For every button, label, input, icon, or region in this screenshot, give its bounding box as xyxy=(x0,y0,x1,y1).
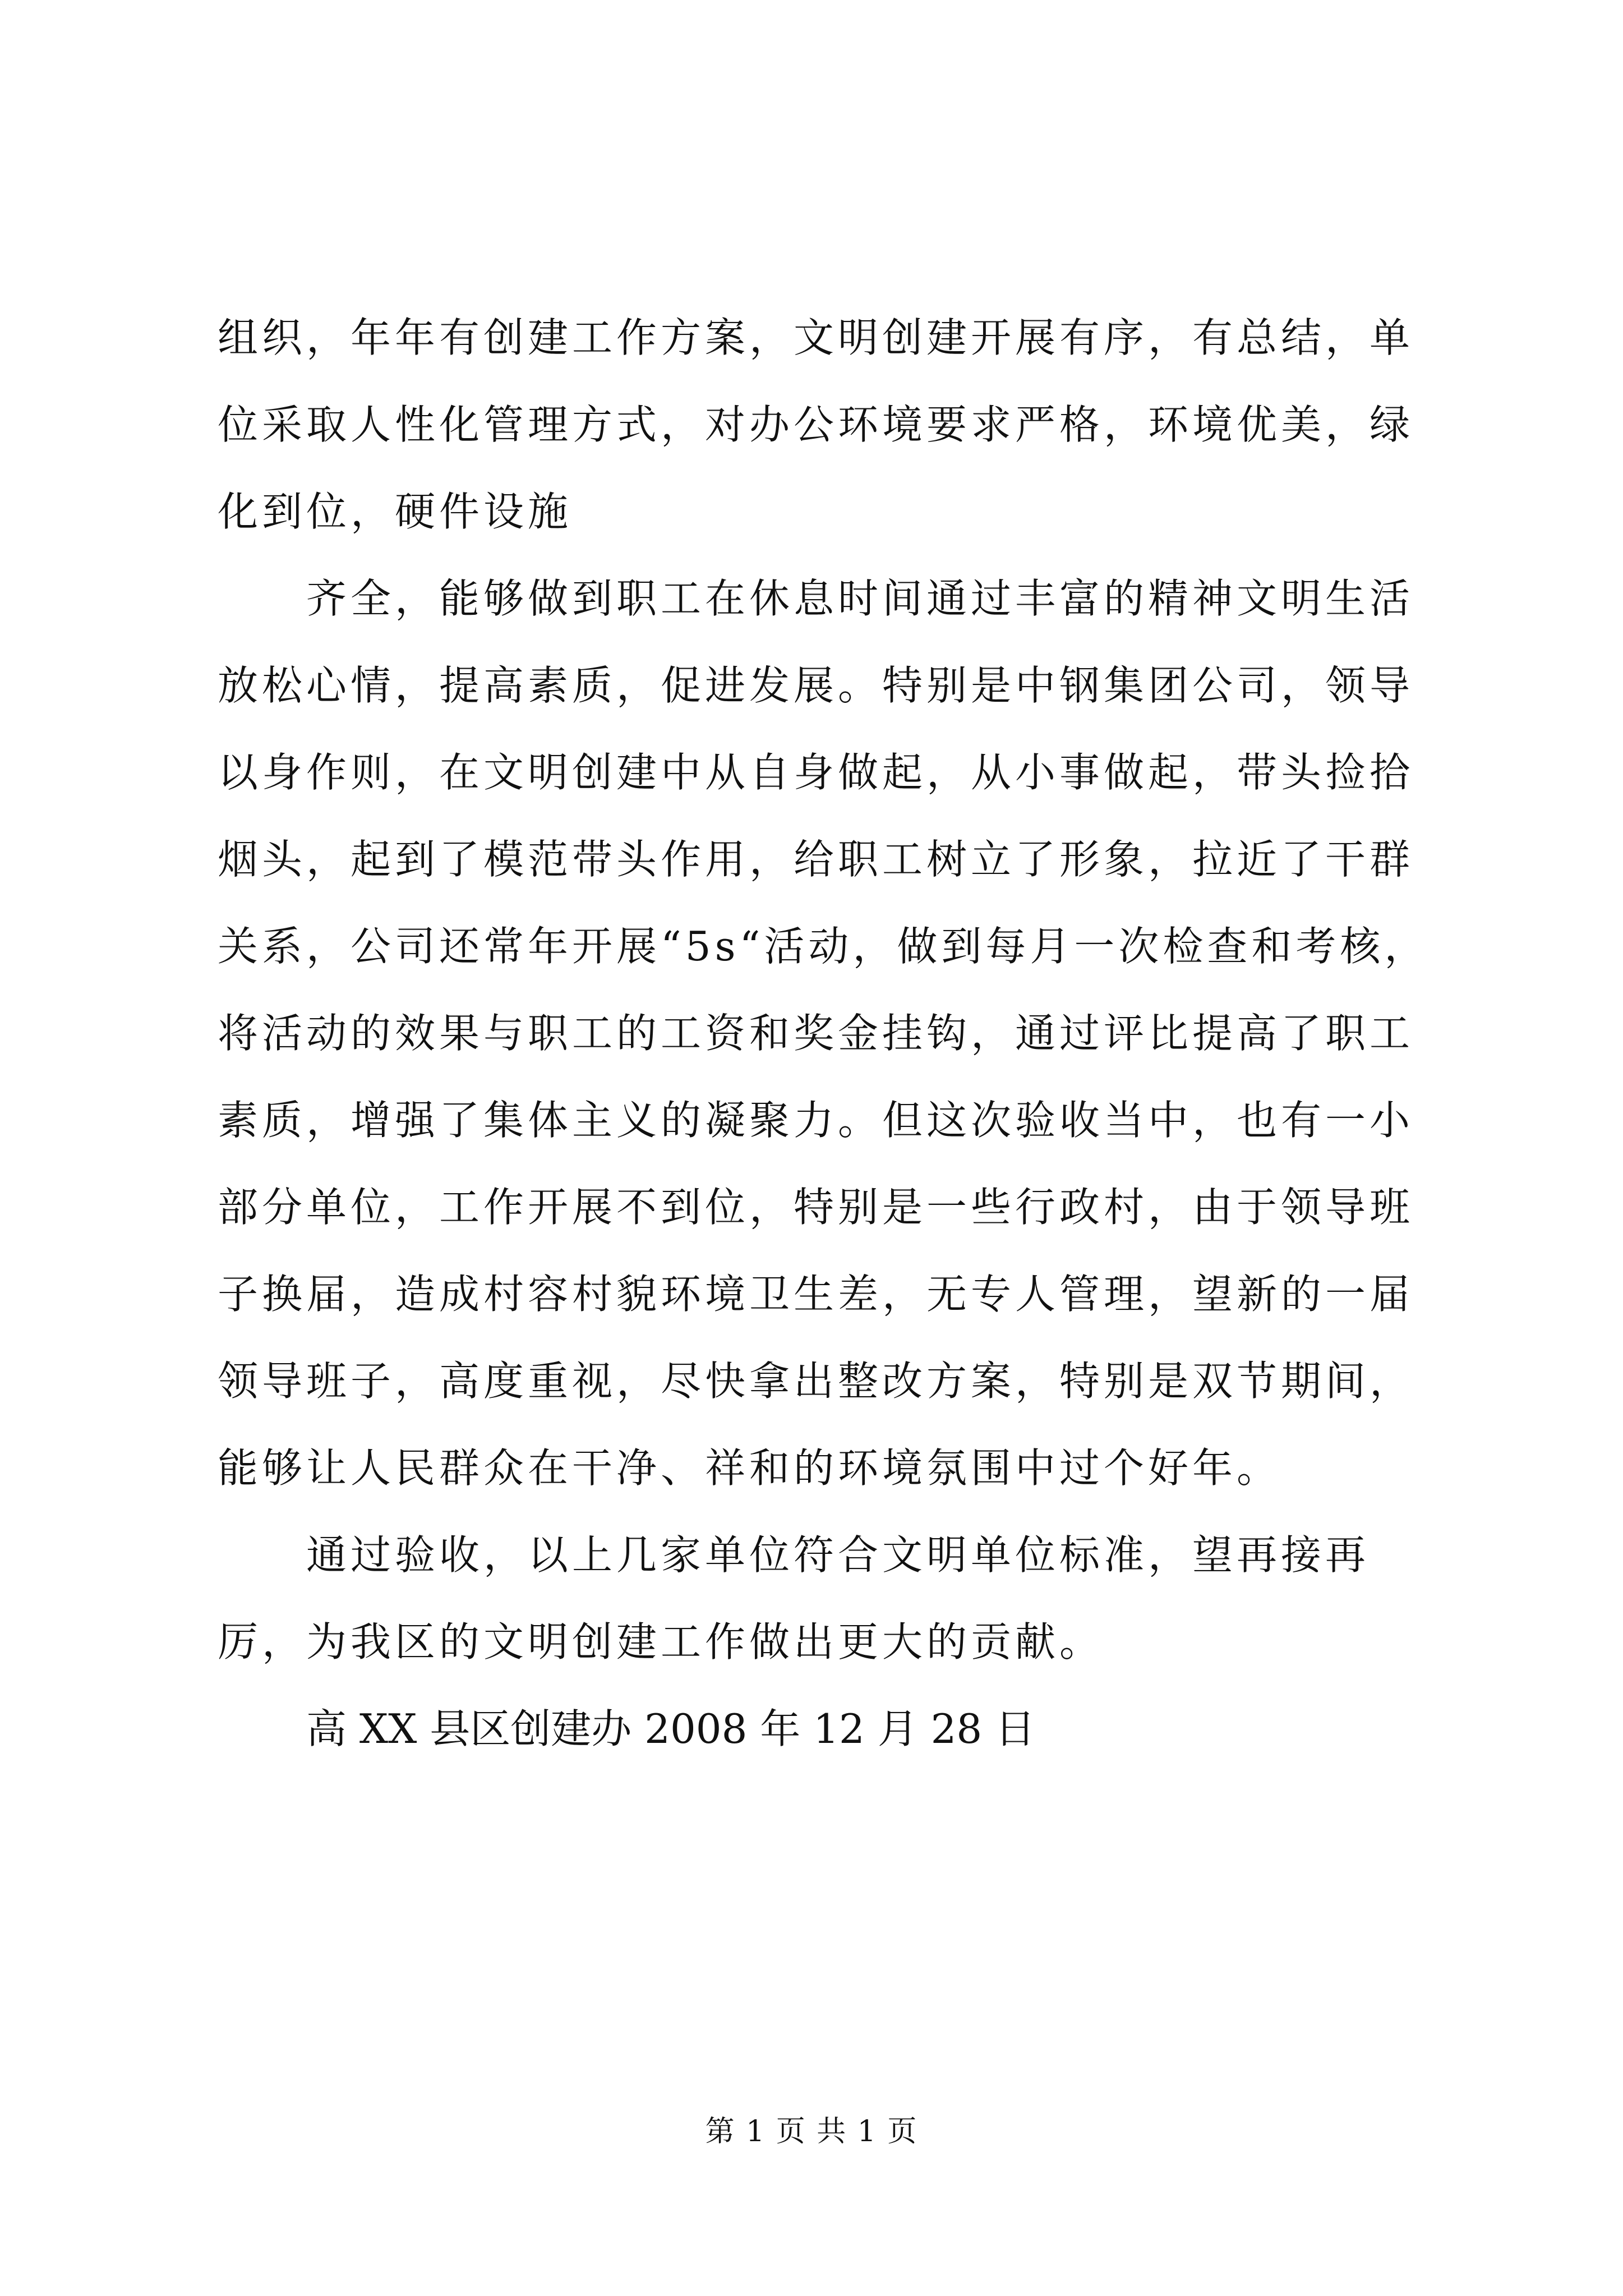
paragraph-1: 组织，年年有创建工作方案，文明创建开展有序，有总结，单位采取人性化管理方式，对办公环境要求严格，环境优美，绿化到位，硬件设施 xyxy=(218,314,1414,535)
page-footer: 第 1 页 共 1 页 xyxy=(705,2115,918,2148)
signature-line: 高 XX 县区创建办 2008 年 12 月 28 日 xyxy=(306,1705,1036,1752)
paragraph-3: 通过验收，以上几家单位符合文明单位标准，望再接再厉，为我区的文明创建工作做出更大的贡献。 xyxy=(218,1531,1370,1665)
document-body xyxy=(218,295,1435,1773)
paragraph-2: 齐全，能够做到职工在休息时间通过丰富的精神文明生活放松心情，提高素质，促进发展。特别是中钢集团公司，领导以身作则，在文明创建中从自身做起，从小事做起，带头捡拾烟头，起到了模范带头作用，给职工树立了形象，拉近了干群关系，公司还常年开展“5s“活动，做到每月一次检查和考核，将活动的效果与职工的工资和奖金挂钩，通过评比提高了职工素质，增强了集体主义的凝聚力。但这次验收当中，也有一小部分单位，工作开展不到位，特别是一些行政村，由于领导班子换届，造成村容村貌环境卫生差，无专人管理，望新的一届领导班子，高度重视，尽快拿出整改方案，特别是双节期间，能够让人民群众在干净、祥和的环境氛围中过个好年。 xyxy=(218,575,1429,1492)
